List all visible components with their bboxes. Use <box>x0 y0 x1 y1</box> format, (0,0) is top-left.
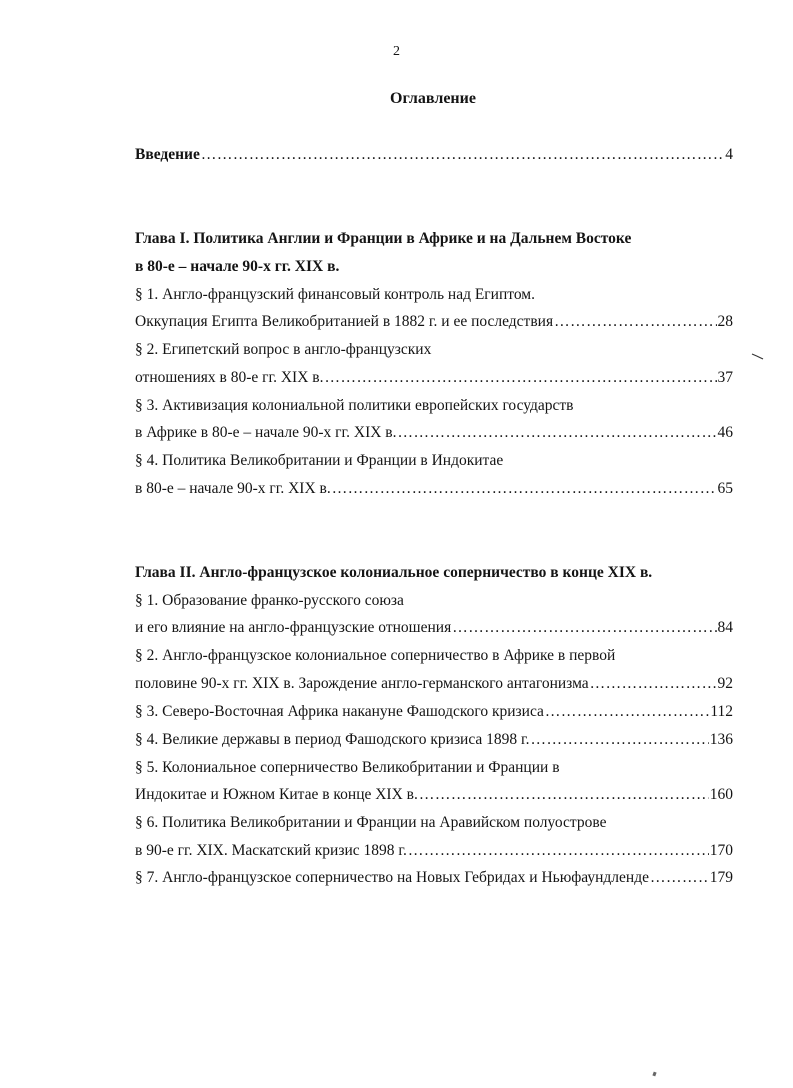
toc-entry-text: Оккупация Египта Великобританией в 1882 г. и ее последствия <box>135 313 554 330</box>
toc-entry-2-4 <box>135 731 733 749</box>
toc-page-number: 160 <box>709 786 733 803</box>
toc-entry-1-2-cont <box>135 369 733 387</box>
chapter-1-title: Глава I. Политика Англии и Франции в Африке и на Дальнем Востоке <box>135 230 632 247</box>
dot-leader <box>554 313 716 331</box>
toc-entry-1-2: § 2. Египетский вопрос в англо-французских <box>135 341 432 358</box>
toc-page-number: 46 <box>717 424 733 441</box>
toc-entry-text: половине 90-х гг. XIX в. Зарождение англо-германского антагонизма <box>135 675 589 692</box>
dot-leader <box>332 480 717 498</box>
toc-entry-text: § 3. Северо-Восточная Африка накануне Фашодского кризиса <box>135 703 544 720</box>
toc-entry-1-1-cont <box>135 313 733 331</box>
toc-page-number: 112 <box>710 703 733 720</box>
toc-entry-title: Введение <box>135 146 200 163</box>
toc-entry-2-3 <box>135 703 733 721</box>
toc-entry-2-2-cont <box>135 675 733 693</box>
toc-page-number: 28 <box>717 313 733 330</box>
toc-entry-text: в 90-е гг. XIX. Маскатский кризис 1898 г. <box>135 842 407 859</box>
toc-entry-1-3-cont <box>135 424 733 442</box>
toc-entry-introduction <box>135 146 733 164</box>
toc-page-number: 4 <box>725 146 733 163</box>
chapter-2-title: Глава II. Англо-французское колониальное соперничество в конце XIX в. <box>135 564 653 581</box>
toc-entry-2-6: § 6. Политика Великобритании и Франции на Аравийском полуострове <box>135 814 607 831</box>
toc-entry-1-3: § 3. Активизация колониальной политики европейских государств <box>135 397 574 414</box>
dot-leader <box>398 424 717 442</box>
dot-leader <box>531 731 709 749</box>
toc-entry-2-1-cont <box>135 619 733 637</box>
dot-leader <box>545 703 709 721</box>
toc-entry-1-4-cont <box>135 480 733 498</box>
toc-page-number: 84 <box>717 619 733 636</box>
toc-entry-text: Индокитае и Южном Китае в конце XIX в. <box>135 786 418 803</box>
toc-entry-2-6-cont <box>135 842 733 860</box>
toc-entry-2-1: § 1. Образование франко-русского союза <box>135 592 404 609</box>
dot-leader <box>201 146 724 164</box>
toc-entry-text: и его влияние на англо-французские отношения <box>135 619 452 636</box>
toc-entry-text: отношениях в 80-е гг. XIX в. <box>135 369 324 386</box>
toc-entry-text: § 7. Англо-французское соперничество на Новых Гебридах и Ньюфаундленде <box>135 869 649 886</box>
toc-page-number: 136 <box>709 731 733 748</box>
toc-page-number: 37 <box>717 369 733 386</box>
scan-speck <box>652 1072 656 1077</box>
toc-entry-1-4: § 4. Политика Великобритании и Франции в Индокитае <box>135 452 504 469</box>
dot-leader <box>419 786 709 804</box>
toc-page-number: 170 <box>709 842 733 859</box>
toc-page-number: 92 <box>717 675 733 692</box>
toc-entry-text: в Африке в 80-е – начале 90-х гг. XIX в. <box>135 424 397 441</box>
dot-leader <box>324 369 716 387</box>
toc-heading: Оглавление <box>390 90 476 107</box>
toc-entry-2-2: § 2. Англо-французское колониальное соперничество в Африке в первой <box>135 647 616 664</box>
toc-entry-2-5: § 5. Колониальное соперничество Великобритании и Франции в <box>135 759 560 776</box>
toc-entry-1-1: § 1. Англо-французский финансовый контроль над Египтом. <box>135 286 535 303</box>
toc-page-number: 65 <box>717 480 733 497</box>
pen-mark <box>751 353 764 360</box>
toc-entry-text: § 4. Великие державы в период Фашодского кризиса 1898 г. <box>135 731 530 748</box>
toc-page-number: 179 <box>709 869 733 886</box>
dot-leader <box>590 675 717 693</box>
dot-leader <box>408 842 709 860</box>
toc-entry-text: в 80-е – начале 90-х гг. XIX в. <box>135 480 331 497</box>
dot-leader <box>650 869 709 887</box>
page-number: 2 <box>393 44 400 59</box>
dot-leader <box>452 619 716 637</box>
toc-entry-2-5-cont <box>135 786 733 804</box>
chapter-1-title-cont: в 80-е – начале 90-х гг. XIX в. <box>135 258 340 275</box>
toc-entry-2-7 <box>135 869 733 887</box>
